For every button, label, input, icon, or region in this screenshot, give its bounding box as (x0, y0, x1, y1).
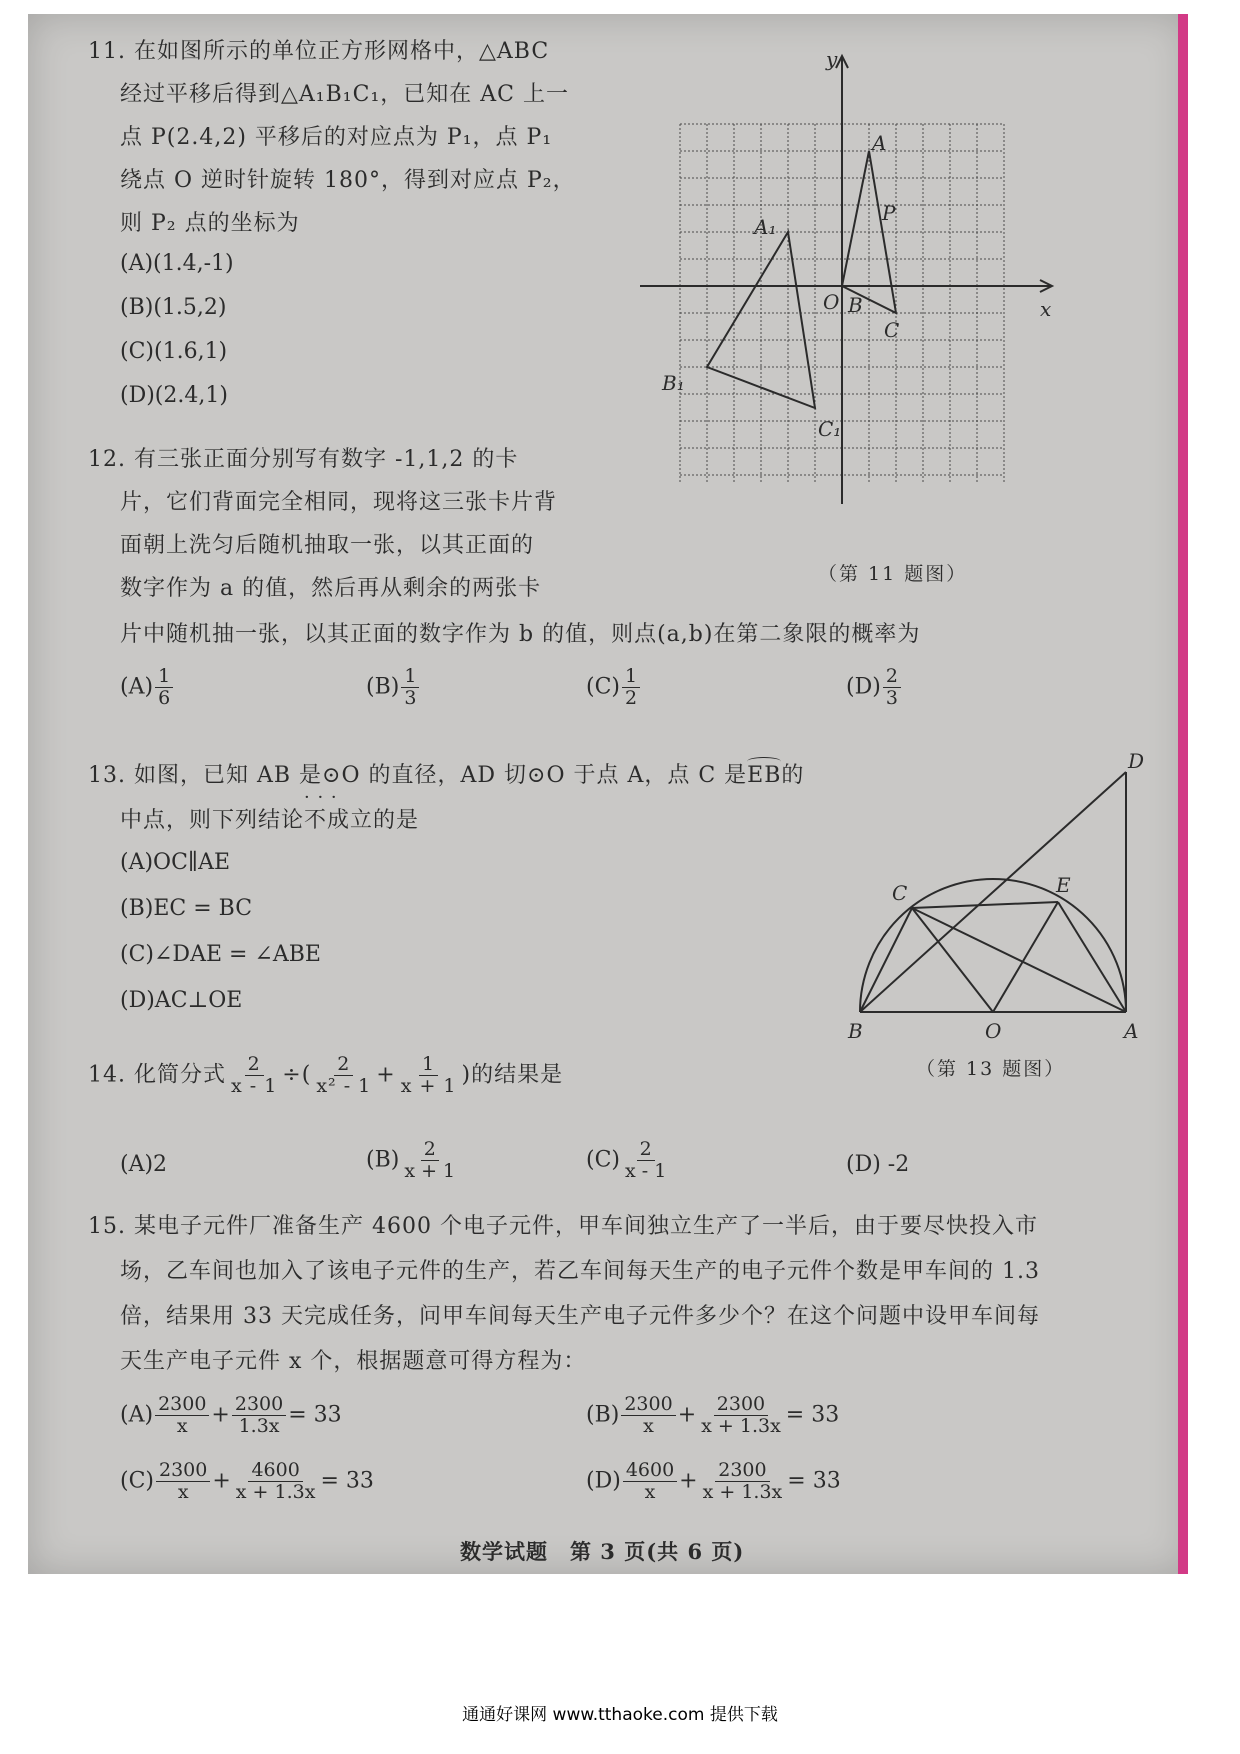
denominator: 1.3x (238, 1414, 280, 1437)
q14-expression (88, 1054, 563, 1097)
q14-text: 14. 化简分式 (88, 1062, 226, 1088)
denominator: x - 1 (625, 1159, 667, 1182)
option-label: (C) (120, 1468, 154, 1494)
denominator: x (644, 1480, 656, 1503)
denominator: x (176, 1414, 188, 1437)
q12-option-b (366, 666, 421, 709)
denominator: x + 1 (400, 1074, 457, 1097)
fraction (232, 1394, 286, 1437)
fraction (156, 1460, 210, 1503)
q13-text: 的是 (373, 808, 420, 833)
operator: ÷( (282, 1062, 312, 1088)
numerator: 2300 (621, 1394, 675, 1416)
q13-figure (830, 752, 1170, 1042)
equation-rhs: = 33 (785, 1402, 840, 1428)
option-label: (D) (846, 674, 881, 700)
point-p-label: P (882, 201, 896, 225)
numerator: 1 (155, 666, 173, 688)
equation-rhs: = 33 (787, 1468, 841, 1494)
y-axis-label: y (826, 47, 838, 71)
q11-line: 绕点 O 逆时针旋转 180°，得到对应点 P₂， (120, 168, 576, 193)
denominator: x (177, 1480, 189, 1503)
q12-option-a (120, 666, 175, 709)
q13-figure-caption: （第 13 题图） (916, 1058, 1066, 1080)
numerator: 2300 (155, 1394, 209, 1416)
option-label: (C) (586, 674, 620, 700)
fraction (155, 1394, 209, 1437)
page-footer: 数学试题 第 3 页(共 6 页) (460, 1539, 745, 1564)
q11-option-d: (D)(2.4,1) (120, 383, 228, 408)
q13-text: 中点，则下列结论 (120, 808, 305, 833)
q11-axes (640, 56, 1052, 504)
q15-option-d: (D) $\frac{4600}{x}$ + $\frac{2300}{x + 1.3x}$ = 33 (586, 1459, 841, 1503)
q14-option-d: (D) -2 (846, 1152, 910, 1177)
arc-eb: EB (747, 763, 782, 788)
option-label: (D) (586, 1468, 621, 1494)
denominator: 3 (404, 686, 417, 709)
q14-text: )的结果是 (461, 1062, 564, 1088)
numerator: 2 (334, 1054, 353, 1076)
q15-line: 场，乙车间也加入了该电子元件的生产，若乙车间每天生产的电子元件个数是甲车间的 1.3 (120, 1259, 1040, 1284)
denominator: 2 (625, 686, 638, 709)
point-o-label: O (985, 1019, 1002, 1042)
point-b-label: B (848, 1019, 863, 1042)
q12-option-d (846, 666, 903, 709)
fraction (622, 1139, 669, 1182)
fraction (233, 1460, 319, 1503)
denominator: 3 (885, 686, 898, 709)
numerator: 2300 (156, 1460, 210, 1482)
numerator: 2300 (715, 1460, 769, 1482)
numerator: 2 (421, 1139, 439, 1161)
numerator: 4600 (623, 1460, 677, 1482)
denominator: x² - 1 (316, 1074, 372, 1097)
emphasis-text: 不成立 · · · (304, 803, 373, 834)
point-c-label: C (892, 881, 908, 905)
q11-option-c: (C)(1.6,1) (120, 339, 228, 364)
q12-line: 片中随机抽一张，以其正面的数字作为 b 的值，则点(a,b)在第二象限的概率为 (120, 622, 921, 647)
q11-line: 经过平移后得到△A₁B₁C₁，已知在 AC 上一 (120, 82, 569, 107)
q13-option-b: (B)EC = BC (120, 896, 253, 921)
numerator: 2 (637, 1139, 655, 1161)
denominator: x + 1.3x (702, 1480, 783, 1503)
fraction (698, 1394, 784, 1437)
point-o-label: O (823, 290, 840, 314)
point-b-label: B (848, 293, 863, 317)
numerator: 1 (401, 666, 419, 688)
q13-option-c: (C)∠DAE = ∠ABE (120, 942, 321, 967)
q11-figure (640, 44, 1070, 524)
denominator: x (643, 1414, 654, 1437)
q11-option-b: (B)(1.5,2) (120, 295, 227, 320)
fraction (398, 1054, 460, 1097)
q14-option-c (586, 1139, 671, 1182)
option-label: (C) (586, 1147, 620, 1173)
q13-line-2 (120, 803, 419, 834)
pink-border (1178, 14, 1188, 1574)
q15-line: 天生产电子元件 x 个，根据题意可得方程为： (120, 1349, 587, 1374)
q15-line: 15. 某电子元件厂准备生产 4600 个电子元件，甲车间独立生产了一半后，由于要尽快投入市 (88, 1214, 1038, 1239)
point-a-label: A (1124, 1019, 1139, 1042)
point-c-label: C (884, 318, 900, 342)
exam-photo (28, 14, 1188, 1574)
fraction (623, 1460, 677, 1503)
q15-option-a: (A) $\frac{2300}{x}$ + $\frac{2300}{1.3x}$ = 33 (120, 1393, 342, 1437)
point-c1-label: C₁ (818, 417, 842, 441)
q11-figure-caption: （第 11 题图） (818, 563, 968, 585)
fraction (155, 666, 173, 709)
exam-page (40, 14, 1168, 1574)
fraction (401, 1139, 458, 1182)
q12-line: 片，它们背面完全相同，现将这三张卡片背 (120, 490, 558, 515)
q13-line-1 (88, 758, 804, 789)
option-label: (B) (586, 1402, 620, 1428)
option-label: (B) (366, 674, 400, 700)
fraction (621, 1394, 675, 1437)
q12-line: 面朝上洗匀后随机抽取一张，以其正面的 (120, 533, 535, 558)
q14-option-b (366, 1139, 460, 1182)
numerator: 2300 (714, 1394, 768, 1416)
point-d-label: D (1128, 752, 1145, 773)
denominator: 6 (158, 686, 171, 709)
fraction (700, 1460, 786, 1503)
denominator: x + 1.3x (701, 1414, 781, 1437)
operator: + (376, 1062, 396, 1088)
q13-text: 13. 如图，已知 AB 是⊙O 的直径，AD 切⊙O 于点 A，点 C 是 (88, 763, 748, 788)
q12-line: 12. 有三张正面分别写有数字 -1,1,2 的卡 (88, 447, 519, 472)
x-axis-label: x (1040, 297, 1052, 321)
q11-line: 11. 在如图所示的单位正方形网格中，△ABC (88, 39, 550, 64)
fraction (622, 666, 640, 709)
option-label: (B) (366, 1147, 400, 1173)
fraction (401, 666, 419, 709)
option-label: (A) (120, 674, 154, 700)
denominator: x - 1 (230, 1074, 278, 1097)
q11-option-a: (A)(1.4,-1) (120, 251, 234, 276)
point-e-label: E (1056, 873, 1071, 897)
numerator: 2 (245, 1054, 264, 1076)
q13-option-d: (D)AC⊥OE (120, 988, 243, 1013)
q12-line: 数字作为 a 的值，然后再从剩余的两张卡 (120, 576, 542, 601)
denominator: x + 1 (404, 1159, 456, 1182)
q13-text: 的 (781, 763, 805, 788)
option-label: (A) (120, 1402, 154, 1428)
point-a-label: A (872, 131, 887, 155)
numerator: 2300 (232, 1394, 286, 1416)
point-a1-label: A₁ (754, 215, 777, 239)
q15-option-c: (C) $\frac{2300}{x}$ + $\frac{4600}{x + 1.3x}$ = 33 (120, 1459, 374, 1503)
numerator: 1 (419, 1054, 438, 1076)
numerator: 4600 (248, 1460, 302, 1482)
fraction (313, 1054, 374, 1097)
equation-rhs: = 33 (320, 1468, 374, 1494)
numerator: 1 (622, 666, 640, 688)
point-b1-label: B₁ (662, 371, 685, 395)
fraction (883, 666, 901, 709)
denominator: x + 1.3x (235, 1480, 316, 1503)
q12-option-c (586, 666, 642, 709)
q14-option-a: (A)2 (120, 1152, 168, 1177)
equation-rhs: = 33 (288, 1402, 342, 1428)
q11-line: 点 P(2.4,2) 平移后的对应点为 P₁，点 P₁ (120, 125, 553, 150)
site-footer: 通通好课网 www.tthaoke.com 提供下载 (462, 1705, 778, 1725)
q15-line: 倍，结果用 33 天完成任务，问甲车间每天生产电子元件多少个？在这个问题中设甲车间每 (120, 1304, 1040, 1329)
q13-option-a: (A)OC∥AE (120, 850, 231, 875)
fraction (228, 1054, 280, 1097)
numerator: 2 (883, 666, 901, 688)
q11-line: 则 P₂ 点的坐标为 (120, 211, 300, 236)
q15-option-b: (B) $\frac{2300}{x}$ + $\frac{2300}{x + 1.3x}$ = 33 (586, 1393, 840, 1437)
